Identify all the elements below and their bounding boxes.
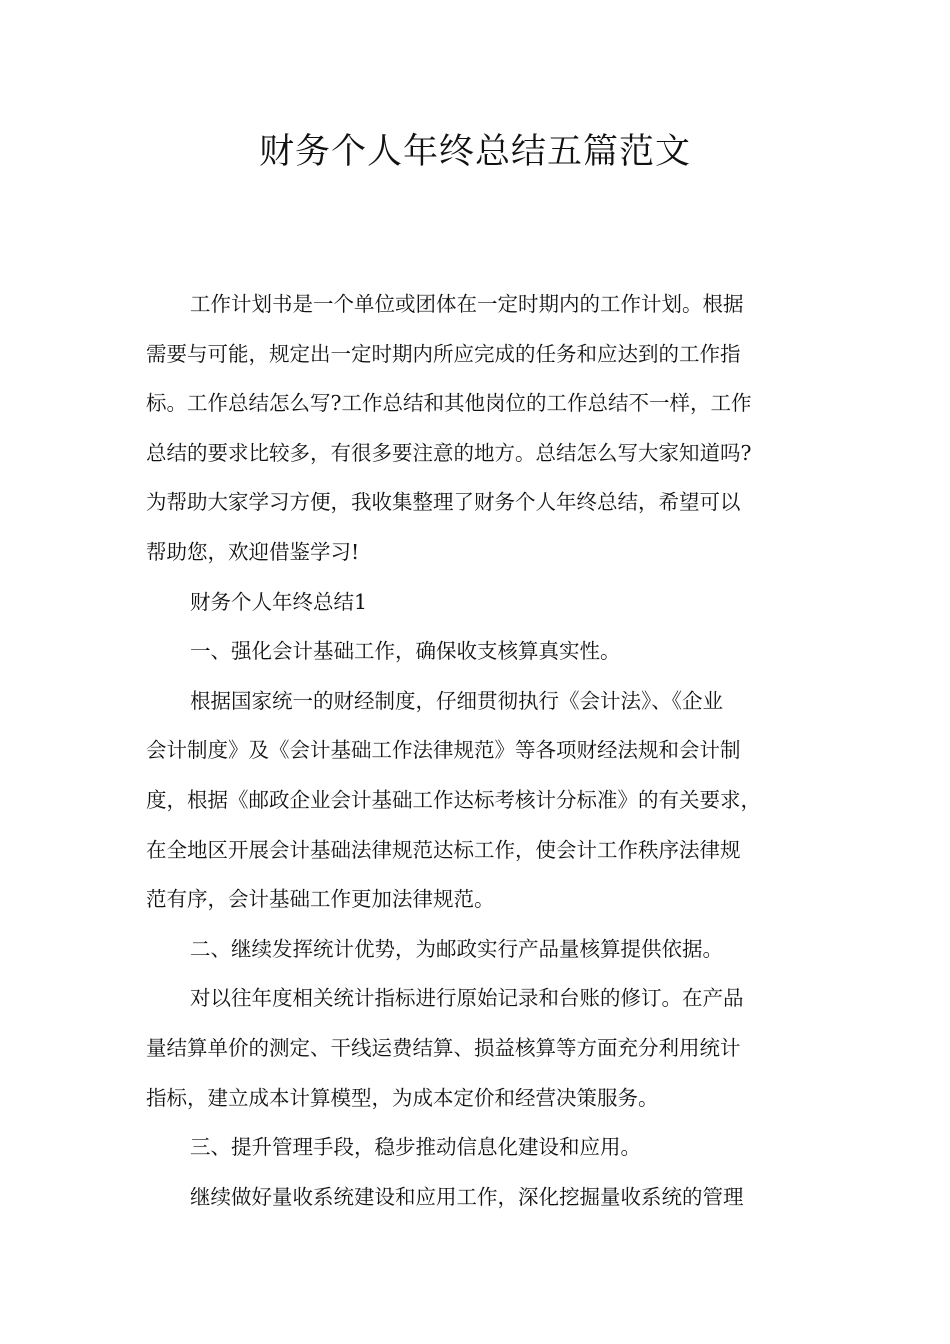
text-line: 根据国家统一的财经制度，仔细贯彻执行《会计法》、《企业 (190, 688, 723, 713)
text-line: 二、继续发挥统计优势，为邮政实行产品量核算提供依据。 (190, 936, 723, 961)
intro-paragraph (146, 280, 826, 578)
text-line: 在全地区开展会计基础法律规范达标工作，使会计工作秩序法律规 (146, 837, 741, 862)
body-paragraph-2 (146, 974, 826, 1123)
text-line: 会计制度》及《会计基础工作法律规范》等各项财经法规和会计制 (146, 738, 741, 763)
section-heading-2 (146, 925, 826, 975)
section-heading-1 (146, 627, 826, 677)
body-paragraph-1 (146, 677, 826, 925)
text-line: 一、强化会计基础工作，确保收支核算真实性。 (190, 639, 621, 664)
text-line: 指标，建立成本计算模型，为成本定价和经营决策服务。 (146, 1085, 659, 1110)
text-line: 标。工作总结怎么写?工作总结和其他岗位的工作总结不一样，工作 (146, 391, 752, 416)
body-paragraph-3 (146, 1173, 826, 1223)
text-line: 为帮助大家学习方便，我收集整理了财务个人年终总结，希望可以 (146, 490, 741, 515)
text-line: 需要与可能，规定出一定时期内所应完成的任务和应达到的工作指 (146, 341, 741, 366)
text-line: 继续做好量收系统建设和应用工作，深化挖掘量收系统的管理 (190, 1184, 744, 1209)
page-title: 财务个人年终总结五篇范文 (258, 132, 691, 172)
text-line: 范有序，会计基础工作更加法律规范。 (146, 887, 495, 912)
section-subtitle (146, 578, 826, 628)
document-body (146, 280, 826, 1222)
text-line: 帮助您，欢迎借鉴学习! (146, 539, 360, 564)
text-line: 工作计划书是一个单位或团体在一定时期内的工作计划。根据 (190, 292, 744, 316)
text-line: 量结算单价的测定、干线运费结算、损益核算等方面充分利用统计 (146, 1035, 741, 1060)
section-heading-3 (146, 1123, 826, 1173)
text-line: 财务个人年终总结1 (190, 589, 368, 614)
text-line: 度，根据《邮政企业会计基础工作达标考核计分标准》的有关要求， (146, 787, 761, 812)
text-line: 总结的要求比较多，有很多要注意的地方。总结怎么写大家知道吗? (146, 440, 752, 465)
text-line: 对以往年度相关统计指标进行原始记录和台账的修订。在产品 (190, 986, 744, 1011)
text-line: 三、提升管理手段，稳步推动信息化建设和应用。 (190, 1135, 641, 1160)
